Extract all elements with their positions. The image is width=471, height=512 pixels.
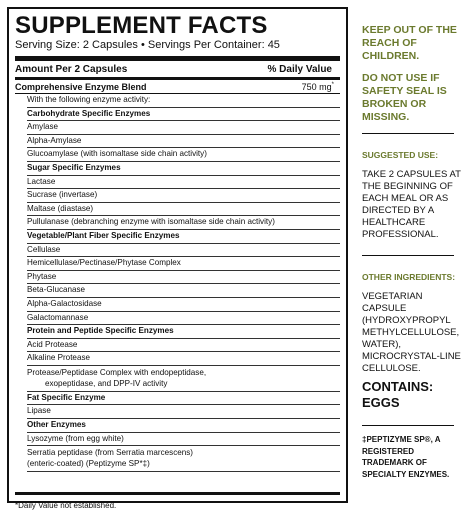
ingredient-row: Lipase [27, 405, 340, 419]
side-divider [362, 425, 454, 426]
ingredient-row: Sugar Specific Enzymes [27, 162, 340, 176]
suggested-use-text: TAKE 2 CAPSULES AT THE BEGINNING OF EACH MEAL OR AS DIRECTED BY A HEALTHCARE PROFESSIONAL. [362, 169, 461, 240]
ingredient-row: Protease/Peptidase Complex with endopeptidase, exopeptidase, and DPP-IV activity [27, 366, 340, 392]
ingredient-row: Fat Specific Enzyme [27, 392, 340, 406]
footer-divider [15, 492, 340, 495]
ingredient-row: Alpha-Amylase [27, 135, 340, 149]
side-divider [362, 133, 454, 134]
ingredient-row: Carbohydrate Specific Enzymes [27, 108, 340, 122]
blend-footnote-mark: * [331, 81, 334, 88]
warning-seal: DO NOT USE IF SAFETY SEAL IS BROKEN OR MISSING. [362, 72, 447, 123]
other-ingredients-heading: OTHER INGREDIENTS: [362, 272, 456, 282]
supplement-facts-panel [7, 7, 348, 511]
ingredient-row: Lysozyme (from egg white) [27, 433, 340, 447]
ingredient-row: Serratia peptidase (from Serratia marcescens) (enteric-coated) (Peptizyme SP*‡) [27, 446, 340, 472]
ingredient-row: Alpha-Galactosidase [27, 298, 340, 312]
ingredient-row: Hemicellulase/Pectinase/Phytase Complex [27, 257, 340, 271]
warning-children: KEEP OUT OF THE REACH OF CHILDREN. [362, 24, 457, 62]
blend-row [15, 80, 340, 94]
ingredient-row: Amylase [27, 121, 340, 135]
ingredient-row: Phytase [27, 271, 340, 285]
ingredient-row: Sucrase (invertase) [27, 189, 340, 203]
blend-amount: 750 mg* [301, 81, 334, 92]
ingredient-row: Other Enzymes [27, 419, 340, 433]
ingredient-row: Protein and Peptide Specific Enzymes [27, 325, 340, 339]
ingredient-list [27, 94, 340, 472]
ingredient-row: Galactomannase [27, 312, 340, 326]
daily-value-footnote: *Daily Value not established. [15, 501, 117, 511]
other-ingredients-text: VEGETARIAN CAPSULE (HYDROXYPROPYL METHYLCELLULOSE, WATER), MICROCRYSTAL-LINE CELLULOSE. [362, 291, 461, 374]
suggested-use-heading: SUGGESTED USE: [362, 150, 439, 160]
ingredient-row: Maltase (diastase) [27, 203, 340, 217]
amount-header: Amount Per 2 Capsules [15, 63, 128, 75]
ingredient-row: Beta-Glucanase [27, 284, 340, 298]
ingredient-row: Vegetable/Plant Fiber Specific Enzymes [27, 230, 340, 244]
ingredient-row: Lactase [27, 176, 340, 190]
warnings [362, 24, 466, 124]
side-divider [362, 255, 454, 256]
daily-value-header: % Daily Value [267, 63, 332, 75]
side-panel [362, 24, 466, 480]
ingredient-row: Glucoamylase (with isomaltase side chain activity) [27, 148, 340, 162]
allergen-contains: CONTAINS: EGGS [362, 379, 434, 410]
panel-title: SUPPLEMENT FACTS [15, 12, 268, 39]
ingredient-row: Pullulanase (debranching enzyme with isomaltase side chain activity) [27, 216, 340, 230]
amount-header-row [15, 61, 340, 80]
ingredient-row: With the following enzyme activity: [27, 94, 340, 108]
blend-name: Comprehensive Enzyme Blend [15, 81, 147, 92]
ingredient-row: Cellulase [27, 244, 340, 258]
ingredient-row: Alkaline Protease [27, 352, 340, 366]
trademark-note: ‡PEPTIZYME SP®, A REGISTERED TRADEMARK OF SPECIALTY ENZYMES. [362, 435, 450, 479]
ingredient-row: Acid Protease [27, 339, 340, 353]
serving-info: Serving Size: 2 Capsules • Servings Per Container: 45 [15, 39, 280, 51]
